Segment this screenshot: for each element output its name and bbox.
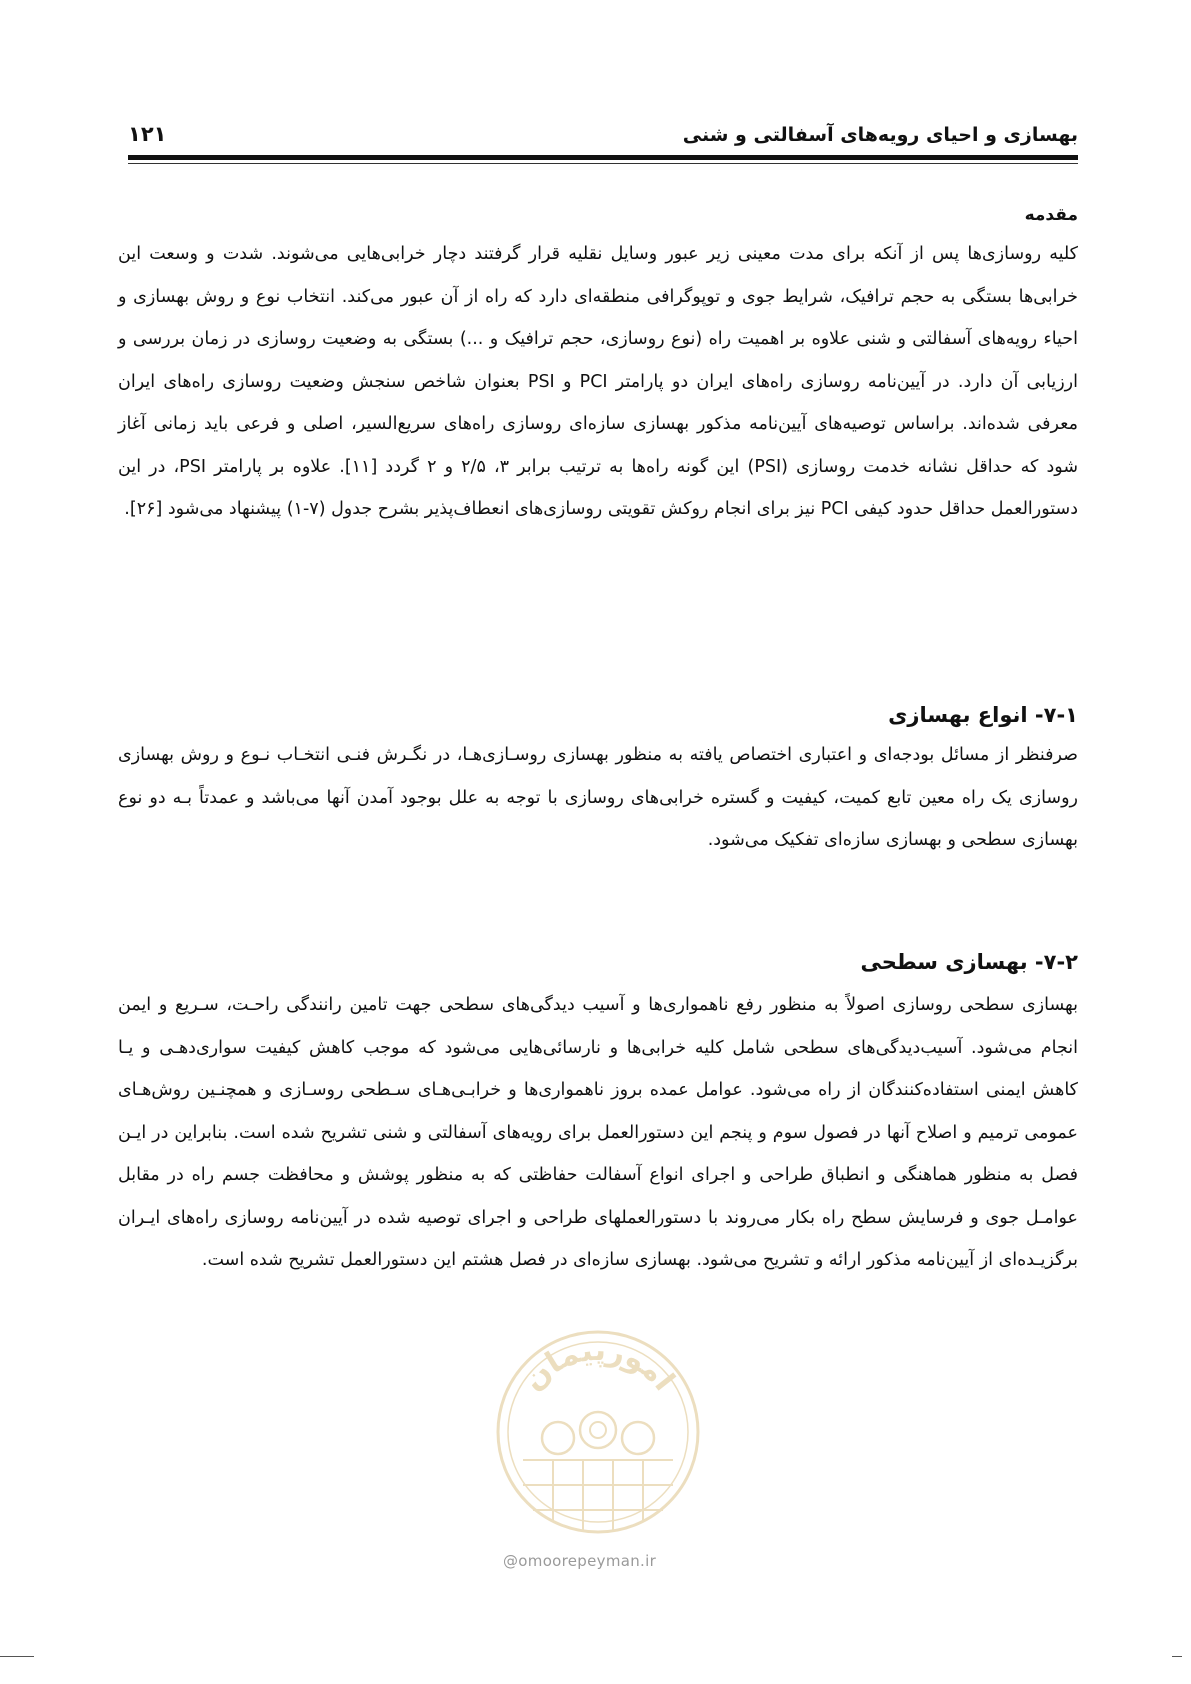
- intro-heading: مقدمه: [1024, 205, 1078, 225]
- header-rule-thick: [128, 155, 1078, 160]
- watermark-website: @omoorepeyman.ir: [503, 1552, 657, 1570]
- scan-mark-right: [1172, 1656, 1182, 1657]
- header-rule-thin: [128, 163, 1078, 164]
- scan-mark-left: [0, 1656, 34, 1657]
- section-paragraph-surface: بهسازی سطحی روسازی اصولاً به منظور رفع ناهمواری‌ها و آسیب دیدگی‌های سطحی جهت تامین رانندگی راحـت، سـریع و ایمن انجام می‌شود. آسیب‌دیدگی‌های سطحی شامل کلیه خرابی‌ها و نارسائی‌هایی می‌شود که موجب کاهش کیفیت سواری‌دهـی و یـا کاهش ایمنی استفاده‌کنندگان از راه می‌شود. عوامل عمده بروز ناهمواری‌ها و خرابـی‌هـای سـطحی روسـازی و همچنـین روش‌هـای عمومی ترمیم و اصلاح آنها در فصول سوم و پنجم این دستورالعمل برای رویه‌های آسفالتی و شنی تشریح شده است. بنابراین در ایـن فصل به منظور هماهنگی و انطباق طراحی و اجرای انواع آسفالت حفاظتی که به منظور پوشش و محافظت جسم راه در مقابل عوامـل جوی و فرسایش سطح راه بکار می‌روند با دستورالعملهای طراحی و اجرای توصیه شده در آیین‌نامه روسازی راه‌های ایـران برگزیـده‌ای از آیین‌نامه مذکور ارائه و تشریح می‌شود. بهسازی سازه‌ای در فصل هشتم این دستورالعمل تشریح شده است.: [118, 995, 1078, 1270]
- running-title: بهسازی و احیای رویه‌های آسفالتی و شنی: [682, 124, 1078, 146]
- section-heading-surface: ۷-۲- بهسازی سطحی: [860, 950, 1078, 974]
- watermark-arc-text: امورپیمان: [515, 1332, 682, 1398]
- section-paragraph-types: صرفنظر از مسائل بودجه‌ای و اعتباری اختصاص یافته به منظور بهسازی روسـازی‌هـا، در نگـرش فنـی انتخـاب نـوع و روش بهسازی روسازی یک راه معین تابع کمیت، کیفیت و گستره خرابی‌های روسازی با توجه به علل بوجود آمدن آنها می‌باشد و عمدتاً بـه دو نوع بهسازی سطحی و بهسازی سازه‌ای تفکیک می‌شود.: [118, 745, 1078, 850]
- intro-paragraph: کلیه روسازی‌ها پس از آنکه برای مدت معینی زیر عبور وسایل نقلیه قرار گرفتند دچار خرابی‌هایی می‌شوند. شدت و وسعت این خرابی‌ها بستگی به حجم ترافیک، شرایط جوی و توپوگرافی منطقه‌ای دارد که راه از آن عبور می‌کند. انتخاب نوع و روش بهسازی و احیاء رویه‌های آسفالتی و شنی علاوه بر اهمیت راه (نوع روسازی، حجم ترافیک و ...) بستگی به وضعیت روسازی در زمان بررسی و ارزیابی آن دارد. در آیین‌نامه روسازی راه‌های ایران دو پارامتر PCI و PSI بعنوان شاخص سنجش وضعیت روسازی راه‌های ایران معرفی شده‌اند. براساس توصیه‌های آیین‌نامه مذکور بهسازی سازه‌ای روسازی راه‌های سریع‌السیر، اصلی و فرعی باید زمانی آغاز شود که حداقل نشانه خدمت روسازی (PSI) این گونه راه‌ها به ترتیب برابر ۳، ۲/۵ و ۲ گردد [۱۱]. علاوه بر پارامتر PSI، در این دستورالعمل حداقل حدود کیفی PCI نیز برای انجام روکش تقویتی روسازی‌های انعطاف‌پذیر بشرح جدول (۷-۱) پیشنهاد می‌شود [۲۶].: [118, 244, 1078, 519]
- page-number: ۱۲۱: [128, 122, 167, 146]
- watermark-logo: [493, 1320, 703, 1540]
- section-heading-types: ۷-۱- انواع بهسازی: [888, 703, 1078, 727]
- running-header: [128, 118, 1078, 158]
